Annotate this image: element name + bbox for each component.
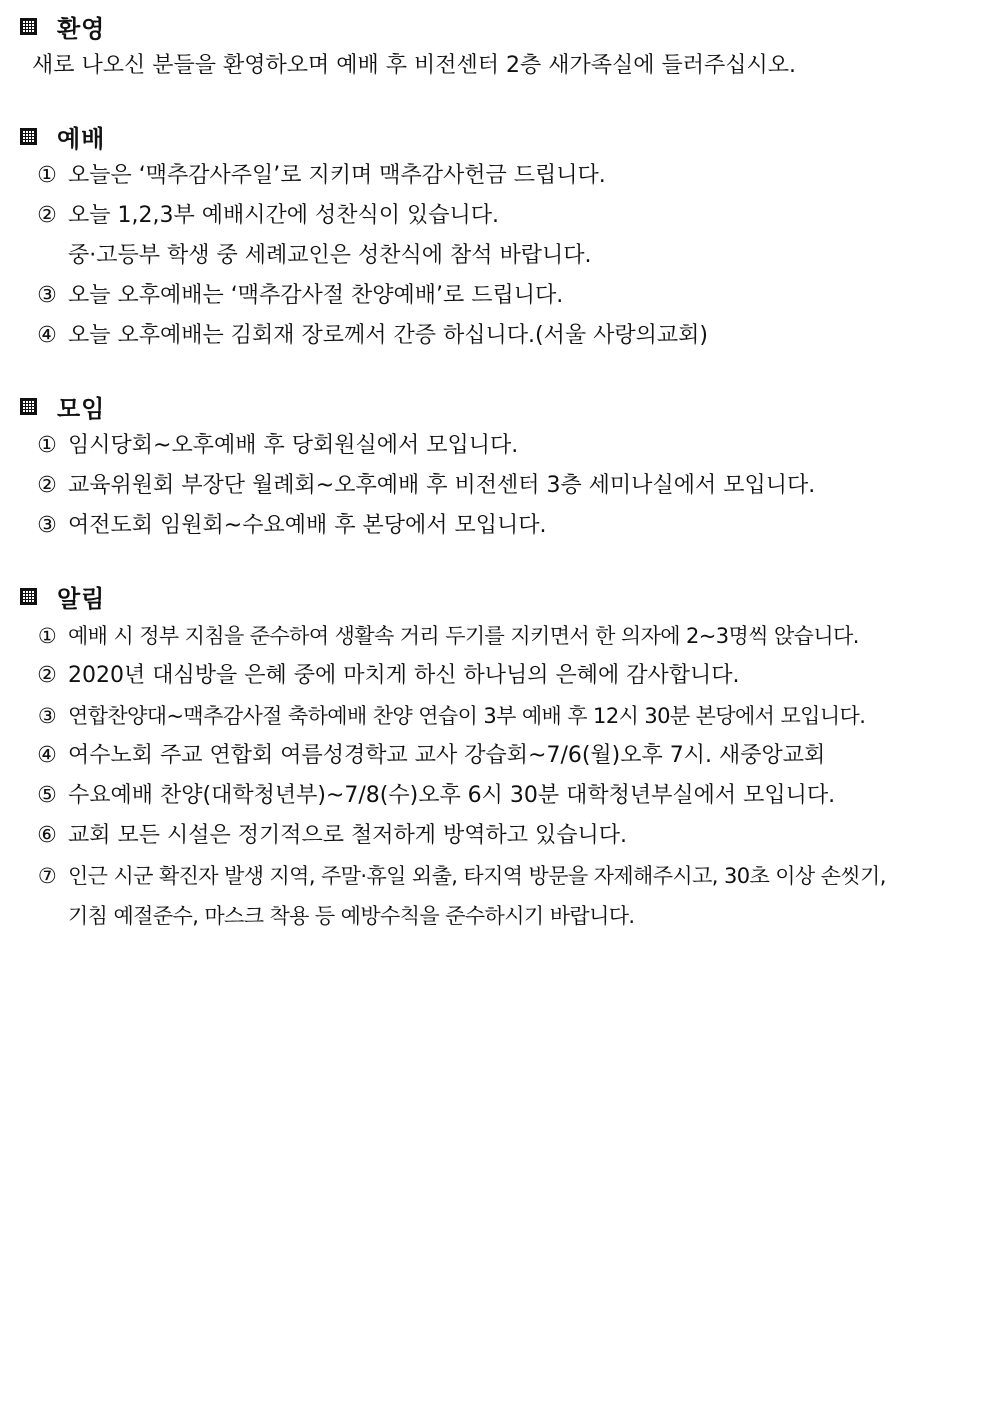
section-title: 모임: [57, 394, 106, 423]
list-item: [20, 276, 978, 316]
section-meetings: [20, 386, 978, 546]
section-welcome: [20, 6, 978, 86]
item-number: ②: [37, 663, 57, 688]
list-item: [20, 656, 978, 696]
checkered-square-icon: [20, 588, 37, 605]
section-title: 알림: [57, 584, 106, 613]
item-text: 여수노회 주교 연합회 여름성경학교 교사 강습회~7/6(월)오후 7시. 새중앙교회: [68, 743, 826, 768]
section-header: [20, 576, 978, 616]
list-item: [20, 196, 978, 276]
checkered-square-icon: [20, 398, 37, 415]
item-number: ③: [37, 513, 57, 538]
item-number: ②: [37, 473, 57, 498]
item-text: 수요예배 찬양(대학청년부)~7/8(수)오후 6시 30분 대학청년부실에서 모입니다.: [68, 783, 836, 808]
item-number: ①: [37, 433, 57, 458]
list-item: [20, 696, 978, 736]
item-text: 오늘은 ‘맥추감사주일’로 지키며 맥추감사헌금 드립니다.: [68, 163, 606, 188]
item-text: 임시당회~오후예배 후 당회원실에서 모입니다.: [68, 433, 519, 458]
checkered-square-icon: [20, 18, 37, 35]
item-number: ⑥: [37, 823, 57, 848]
item-text: 인근 시군 확진자 발생 지역, 주말·휴일 외출, 타지역 방문을 자제해주시고, 30초 이상 손씻기,: [68, 864, 886, 888]
list-item: [20, 616, 978, 656]
item-text: 교육위원회 부장단 월례회~오후예배 후 비전센터 3층 세미나실에서 모입니다.: [68, 473, 816, 498]
section-header: [20, 386, 978, 426]
list-item: [20, 856, 978, 936]
item-text: 연합찬양대~맥추감사절 축하예배 찬양 연습이 3부 예배 후 12시 30분 본당에서 모입니다.: [68, 704, 866, 728]
item-number: ③: [37, 704, 57, 728]
item-text-continued: 기침 예절준수, 마스크 착용 등 예방수칙을 준수하시기 바랍니다.: [68, 904, 635, 928]
list-item: [20, 466, 978, 506]
item-text: 2020년 대심방을 은혜 중에 마치게 하신 하나님의 은혜에 감사합니다.: [68, 663, 740, 688]
item-text: 오늘 1,2,3부 예배시간에 성찬식이 있습니다.: [68, 203, 499, 228]
list-item: [20, 736, 978, 776]
item-text: 예배 시 정부 지침을 준수하여 생활속 거리 두기를 지키면서 한 의자에 2~3명씩 앉습니다.: [68, 624, 859, 648]
item-number: ①: [37, 624, 57, 648]
list-item: [20, 506, 978, 546]
item-number: ③: [37, 283, 57, 308]
section-worship: [20, 116, 978, 356]
item-number: ⑤: [37, 783, 57, 808]
checkered-square-icon: [20, 128, 37, 145]
list-item: [20, 426, 978, 466]
item-text: 여전도회 임원회~수요예배 후 본당에서 모입니다.: [68, 513, 547, 538]
section-title: 환영: [57, 14, 106, 43]
list-item: [20, 156, 978, 196]
section-title: 예배: [57, 124, 106, 153]
section-announcements: [20, 576, 978, 936]
welcome-text: 새로 나오신 분들을 환영하오며 예배 후 비전센터 2층 새가족실에 들러주십시오.: [32, 53, 796, 78]
item-text: 오늘 오후예배는 김회재 장로께서 간증 하십니다.(서울 사랑의교회): [68, 323, 708, 348]
section-header: [20, 6, 978, 46]
item-number: ④: [37, 743, 57, 768]
list-item: [20, 776, 978, 816]
section-header: [20, 116, 978, 156]
list-item: [20, 816, 978, 856]
list-item: [20, 316, 978, 356]
item-text: 교회 모든 시설은 정기적으로 철저하게 방역하고 있습니다.: [68, 823, 628, 848]
item-text: 오늘 오후예배는 ‘맥추감사절 찬양예배’로 드립니다.: [68, 283, 564, 308]
item-number: ②: [37, 203, 57, 228]
item-number: ①: [37, 163, 57, 188]
item-number: ④: [37, 323, 57, 348]
item-text-continued: 중·고등부 학생 중 세례교인은 성찬식에 참석 바랍니다.: [68, 243, 592, 268]
item-number: ⑦: [37, 864, 57, 888]
